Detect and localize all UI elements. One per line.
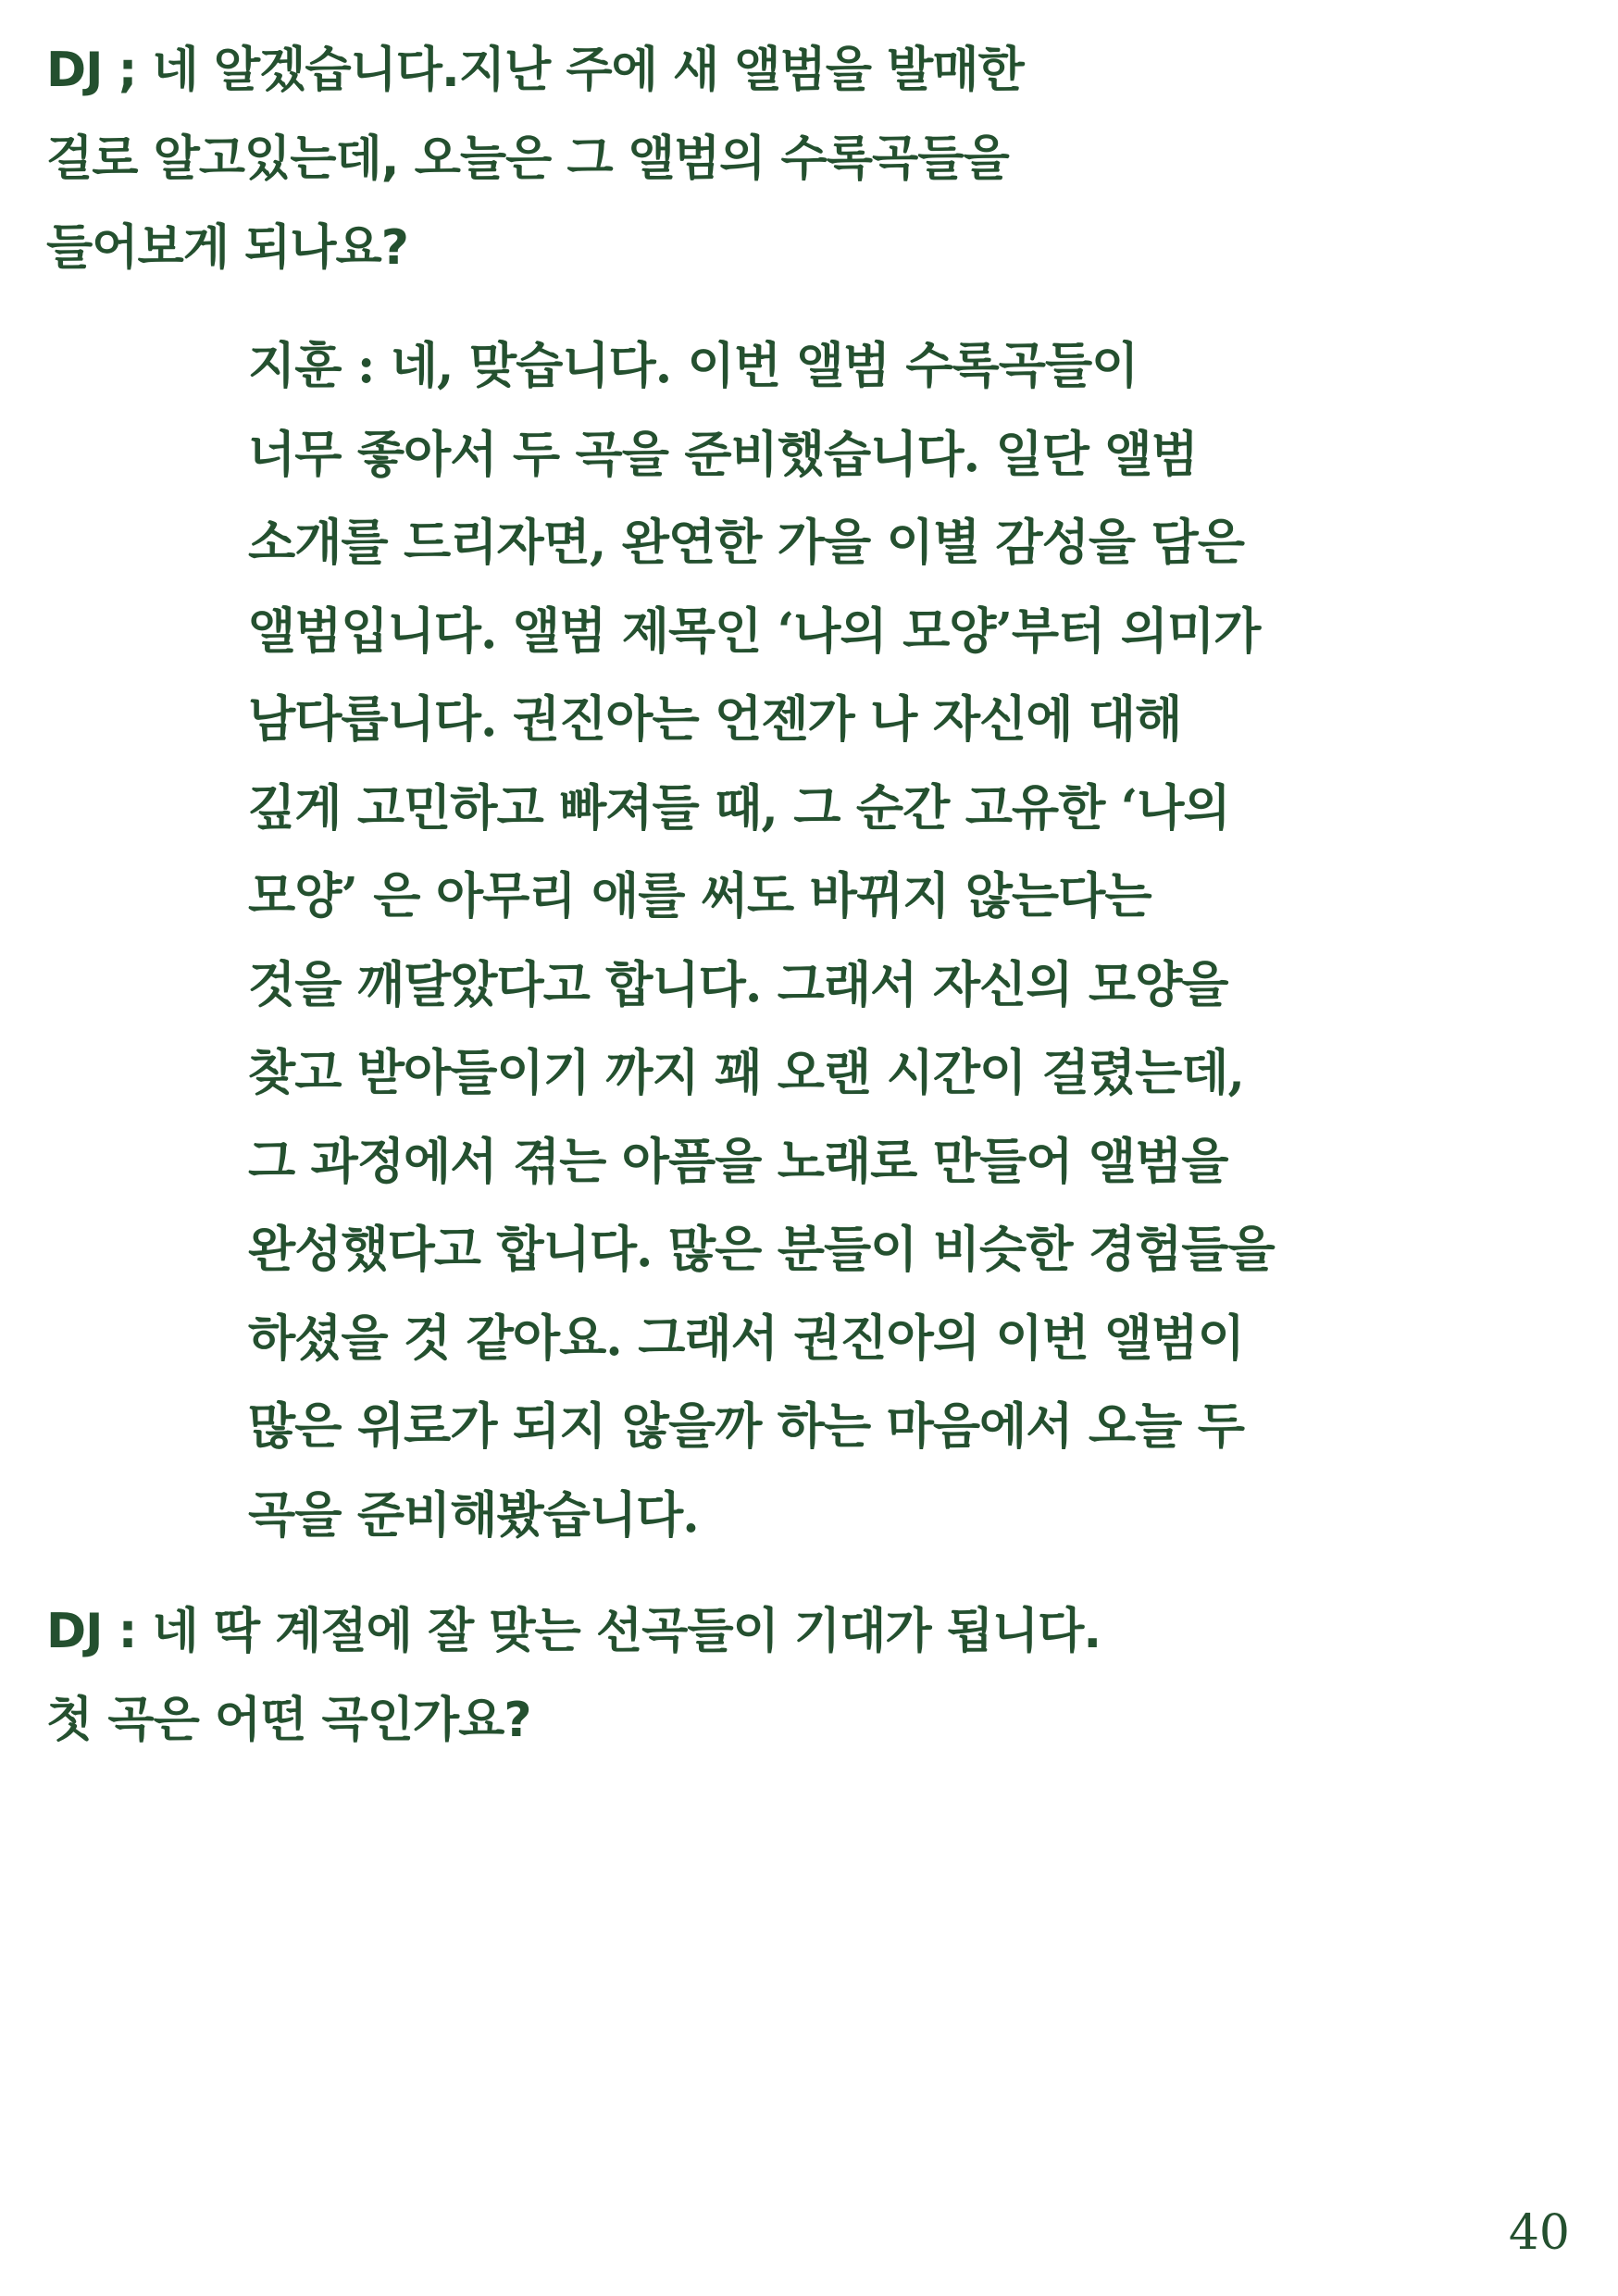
text-line: DJ ; 네 알겠습니다.지난 주에 새 앨범을 발매한 xyxy=(46,43,1024,98)
text-line: 걸로 알고있는데, 오늘은 그 앨범의 수록곡들을 xyxy=(46,131,1009,187)
text-line: 많은 위로가 되지 않을까 하는 마음에서 오늘 두 xyxy=(248,1397,1244,1455)
text-line: 지훈 : 네, 맞습니다. 이번 앨범 수록곡들이 xyxy=(248,337,1139,394)
text-line: 앨범입니다. 앨범 제목인 ‘나의 모양’부터 의미가 xyxy=(248,602,1261,660)
text-line: 첫 곡은 어떤 곡인가요? xyxy=(46,1693,531,1748)
text-line: 하셨을 것 같아요. 그래서 권진아의 이번 앨범이 xyxy=(248,1309,1244,1367)
text-line: 그 과정에서 겪는 아픔을 노래로 만들어 앨범을 xyxy=(248,1132,1228,1190)
text-line: 들어보게 되나요? xyxy=(46,220,408,276)
page-number: 40 xyxy=(1508,2205,1570,2261)
dj-question-paragraph xyxy=(46,26,1024,292)
text-line: 곡을 준비해봤습니다. xyxy=(248,1485,699,1544)
text-line: 남다릅니다. 권진아는 언젠가 나 자신에 대해 xyxy=(248,690,1182,748)
guest-answer-paragraph xyxy=(248,322,1275,1559)
text-line: 완성했다고 합니다. 많은 분들이 비슷한 경험들을 xyxy=(248,1221,1275,1278)
text-line: 너무 좋아서 두 곡을 준비했습니다. 일단 앨범 xyxy=(248,425,1198,483)
text-line: DJ : 네 딱 계절에 잘 맞는 선곡들이 기대가 됩니다. xyxy=(46,1604,1101,1659)
text-line: 모양’ 은 아무리 애를 써도 바뀌지 않는다는 xyxy=(248,867,1151,925)
text-line: 깊게 고민하고 빠져들 때, 그 순간 고유한 ‘나의 xyxy=(248,778,1230,837)
dj-followup-paragraph xyxy=(46,1587,1101,1765)
text-line: 찾고 받아들이기 까지 꽤 오랜 시간이 걸렸는데, xyxy=(248,1044,1244,1101)
text-line: 것을 깨달았다고 합니다. 그래서 자신의 모양을 xyxy=(248,955,1228,1013)
text-line: 소개를 드리자면, 완연한 가을 이별 감성을 담은 xyxy=(248,514,1244,571)
